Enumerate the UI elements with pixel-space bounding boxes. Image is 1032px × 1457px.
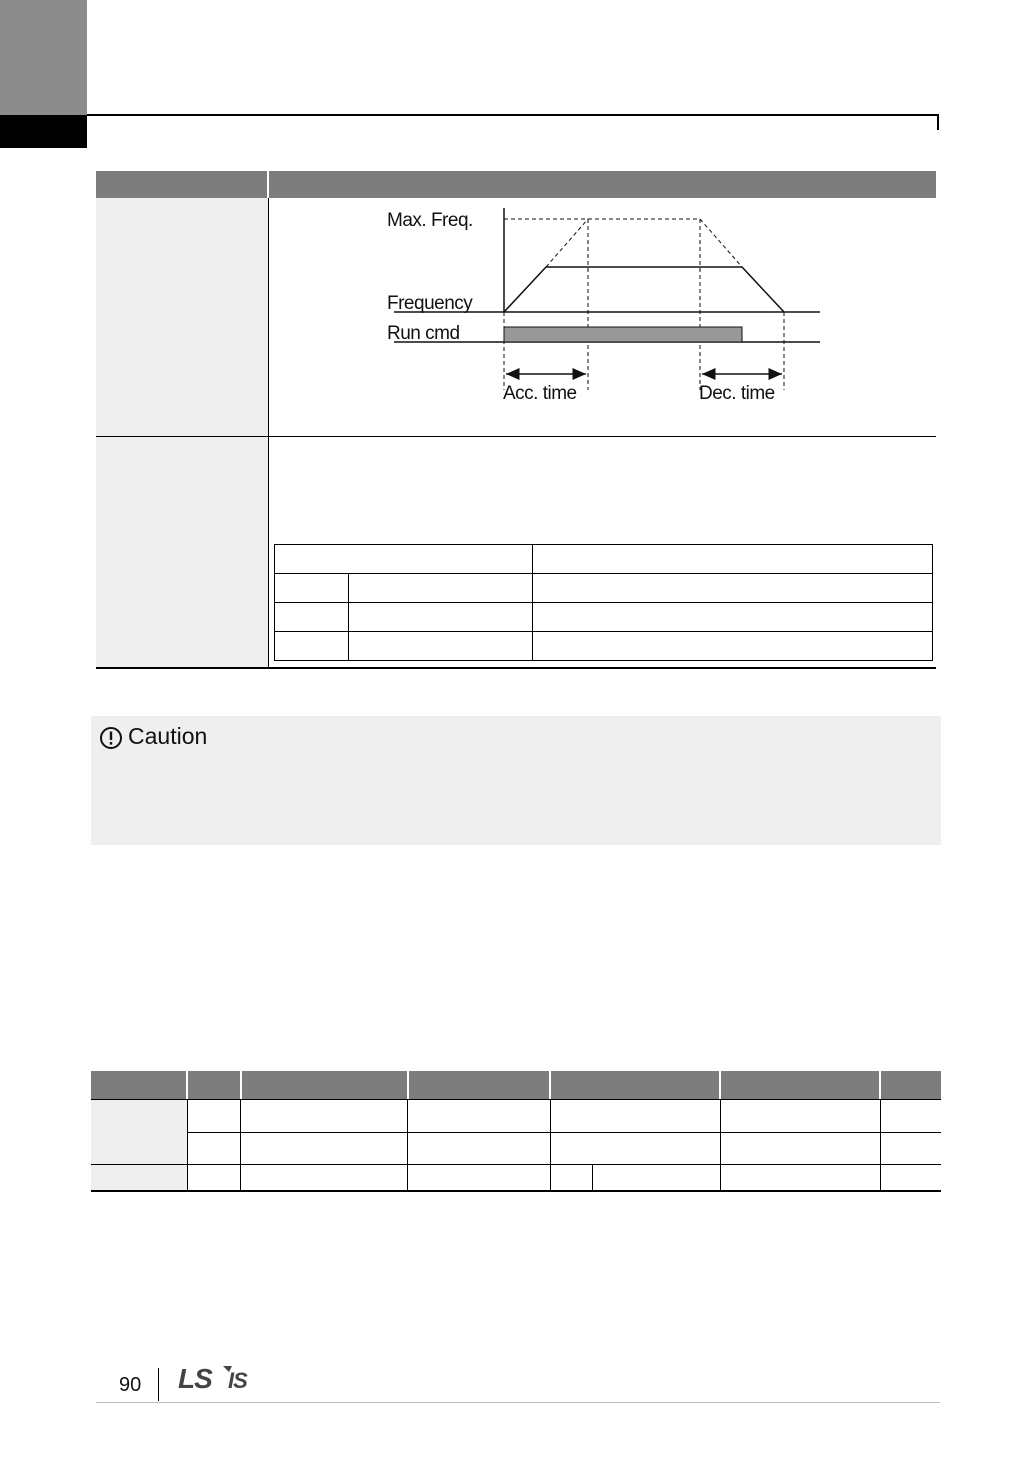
table1-header-row xyxy=(96,171,936,198)
table2-col-rule xyxy=(187,1099,188,1190)
setting-options-table xyxy=(274,544,933,661)
table2-group-cell xyxy=(91,1165,187,1190)
table2-row-rule xyxy=(187,1132,941,1133)
run-cmd-label: Run cmd xyxy=(387,323,460,344)
svg-text:LS: LS xyxy=(178,1363,212,1394)
table2-col-rule xyxy=(407,1099,408,1190)
table2-row-rule xyxy=(91,1164,941,1165)
svg-text:IS: IS xyxy=(228,1368,247,1393)
table1-bottom-rule xyxy=(96,667,936,669)
table2-header-divider xyxy=(186,1071,188,1099)
table2-header-divider xyxy=(240,1071,242,1099)
caution-box xyxy=(91,716,941,845)
chapter-tab-gray xyxy=(0,0,87,115)
caution-title: Caution xyxy=(128,723,208,749)
table2-header-divider xyxy=(549,1071,551,1099)
table2-group-cell xyxy=(91,1099,187,1165)
footer-divider xyxy=(158,1368,159,1401)
table2-header-divider xyxy=(879,1071,881,1099)
ls-is-logo xyxy=(176,1362,262,1394)
table-row xyxy=(275,545,933,574)
table2-col-rule xyxy=(240,1099,241,1190)
chapter-tab-black xyxy=(0,115,87,148)
frequency-profile xyxy=(504,267,784,312)
table2-header-divider xyxy=(719,1071,721,1099)
frequency-label: Frequency xyxy=(387,293,473,314)
table1-column-divider xyxy=(268,198,269,667)
max-freq-label: Max. Freq. xyxy=(387,210,473,231)
acc-dec-time-figure xyxy=(380,200,830,415)
table1-header-divider xyxy=(267,171,269,198)
table2-header-divider xyxy=(407,1071,409,1099)
table2-col-rule xyxy=(550,1099,551,1190)
run-cmd-bar xyxy=(504,327,742,342)
footer-rule xyxy=(96,1402,940,1403)
table2-col-rule xyxy=(720,1099,721,1190)
table2-bottom-rule xyxy=(91,1190,941,1192)
caution-icon xyxy=(99,726,123,750)
table2-col-rule xyxy=(592,1165,593,1190)
table2-row-rule xyxy=(91,1099,941,1100)
table2-col-rule xyxy=(880,1099,881,1190)
table1-row-divider xyxy=(96,436,936,437)
max-freq-dashed-profile xyxy=(504,219,784,390)
table-row xyxy=(275,574,933,603)
table2-header-row xyxy=(91,1071,941,1099)
page-number: 90 xyxy=(119,1374,142,1396)
acc-time-label: Acc. time xyxy=(503,383,577,404)
header-rule xyxy=(87,114,939,116)
table-row xyxy=(275,603,933,632)
dec-time-label: Dec. time xyxy=(699,383,775,404)
table1-label-column xyxy=(96,198,268,667)
header-tick xyxy=(937,114,939,130)
table-row xyxy=(275,632,933,661)
